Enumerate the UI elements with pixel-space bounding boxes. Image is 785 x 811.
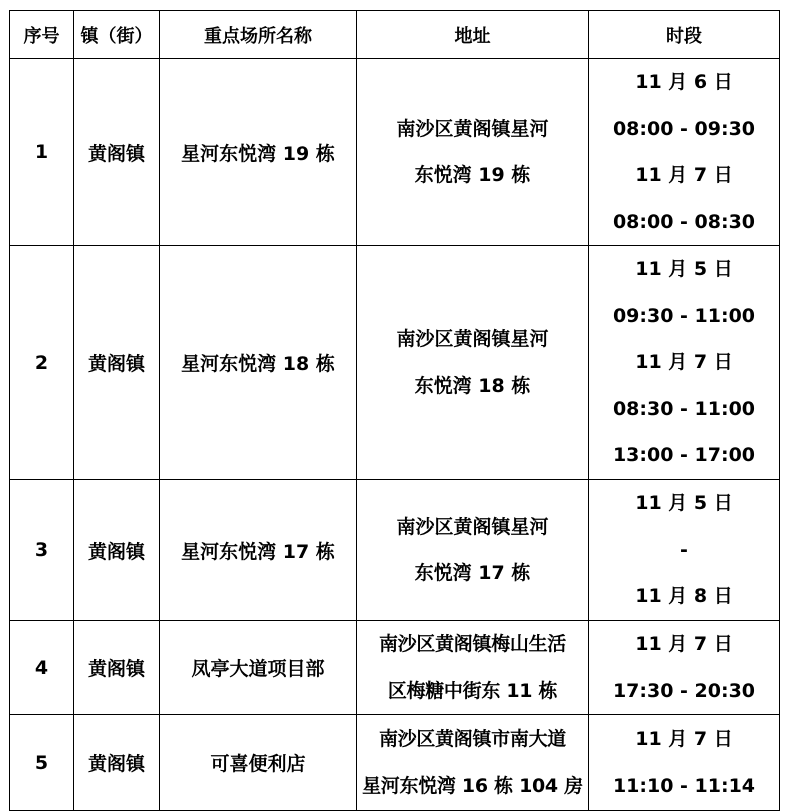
address-line: 南沙区黄阁镇梅山生活 <box>378 633 566 655</box>
cell-town: 黄阁镇 <box>74 246 160 480</box>
table-row <box>10 715 780 811</box>
cell-address <box>357 715 589 811</box>
header-town: 镇（街） <box>74 11 160 59</box>
header-period: 时段 <box>589 11 780 59</box>
period-line: 11 月 8 日 <box>635 585 733 608</box>
cell-town: 黄阁镇 <box>74 621 160 715</box>
cell-period <box>589 715 780 811</box>
period-line: 08:00 - 09:30 <box>612 117 756 140</box>
address-line: 南沙区黄阁镇星河 <box>396 328 549 350</box>
cell-index: 2 <box>10 246 74 480</box>
period-line: 11 月 6 日 <box>635 71 733 93</box>
cell-address <box>357 480 589 621</box>
table-row <box>10 480 780 621</box>
cell-address <box>357 246 589 480</box>
cell-period <box>589 621 780 715</box>
address-line: 东悦湾 19 栋 <box>414 164 531 186</box>
address-line: 星河东悦湾 16 栋 104 房 <box>362 774 583 797</box>
table-header-row <box>10 11 780 59</box>
period-line: 11 月 7 日 <box>635 351 733 374</box>
table-row <box>10 59 780 246</box>
cell-index: 4 <box>10 621 74 715</box>
period-line: 11 月 5 日 <box>635 258 733 281</box>
header-address: 地址 <box>357 11 589 59</box>
cell-index: 1 <box>10 59 74 246</box>
period-line: 17:30 - 20:30 <box>612 679 756 702</box>
period-line: - <box>680 538 688 561</box>
cell-address <box>357 59 589 246</box>
period-line: 09:30 - 11:00 <box>612 304 756 327</box>
period-line: 08:30 - 11:00 <box>612 397 756 420</box>
table-row <box>10 246 780 480</box>
address-line: 南沙区黄阁镇星河 <box>396 515 549 538</box>
cell-period <box>589 246 780 480</box>
address-line: 区梅糖中街东 11 栋 <box>387 679 558 702</box>
cell-town: 黄阁镇 <box>74 480 160 621</box>
period-line: 11 月 7 日 <box>635 728 733 750</box>
cell-address <box>357 621 589 715</box>
cell-place: 星河东悦湾 17 栋 <box>160 480 357 621</box>
cell-index: 3 <box>10 480 74 621</box>
cell-place: 星河东悦湾 19 栋 <box>160 59 357 246</box>
address-line: 东悦湾 17 栋 <box>414 562 531 584</box>
header-index: 序号 <box>10 11 74 59</box>
cell-period <box>589 480 780 621</box>
header-place: 重点场所名称 <box>160 11 357 59</box>
period-line: 11 月 5 日 <box>635 492 733 515</box>
period-line: 13:00 - 17:00 <box>612 444 756 467</box>
period-line: 11:10 - 11:14 <box>612 774 756 797</box>
cell-period <box>589 59 780 246</box>
cell-index: 5 <box>10 715 74 811</box>
cell-place: 可喜便利店 <box>160 715 357 811</box>
table-row <box>10 621 780 715</box>
cell-place: 凤亭大道项目部 <box>160 621 357 715</box>
cell-town: 黄阁镇 <box>74 59 160 246</box>
period-line: 11 月 7 日 <box>635 164 733 186</box>
address-line: 东悦湾 18 栋 <box>414 374 531 397</box>
period-line: 08:00 - 08:30 <box>612 210 756 233</box>
period-line: 11 月 7 日 <box>635 633 733 655</box>
cell-town: 黄阁镇 <box>74 715 160 811</box>
address-line: 南沙区黄阁镇市南大道 <box>378 728 566 750</box>
address-line: 南沙区黄阁镇星河 <box>396 117 549 140</box>
key-places-table <box>9 10 780 811</box>
cell-place: 星河东悦湾 18 栋 <box>160 246 357 480</box>
